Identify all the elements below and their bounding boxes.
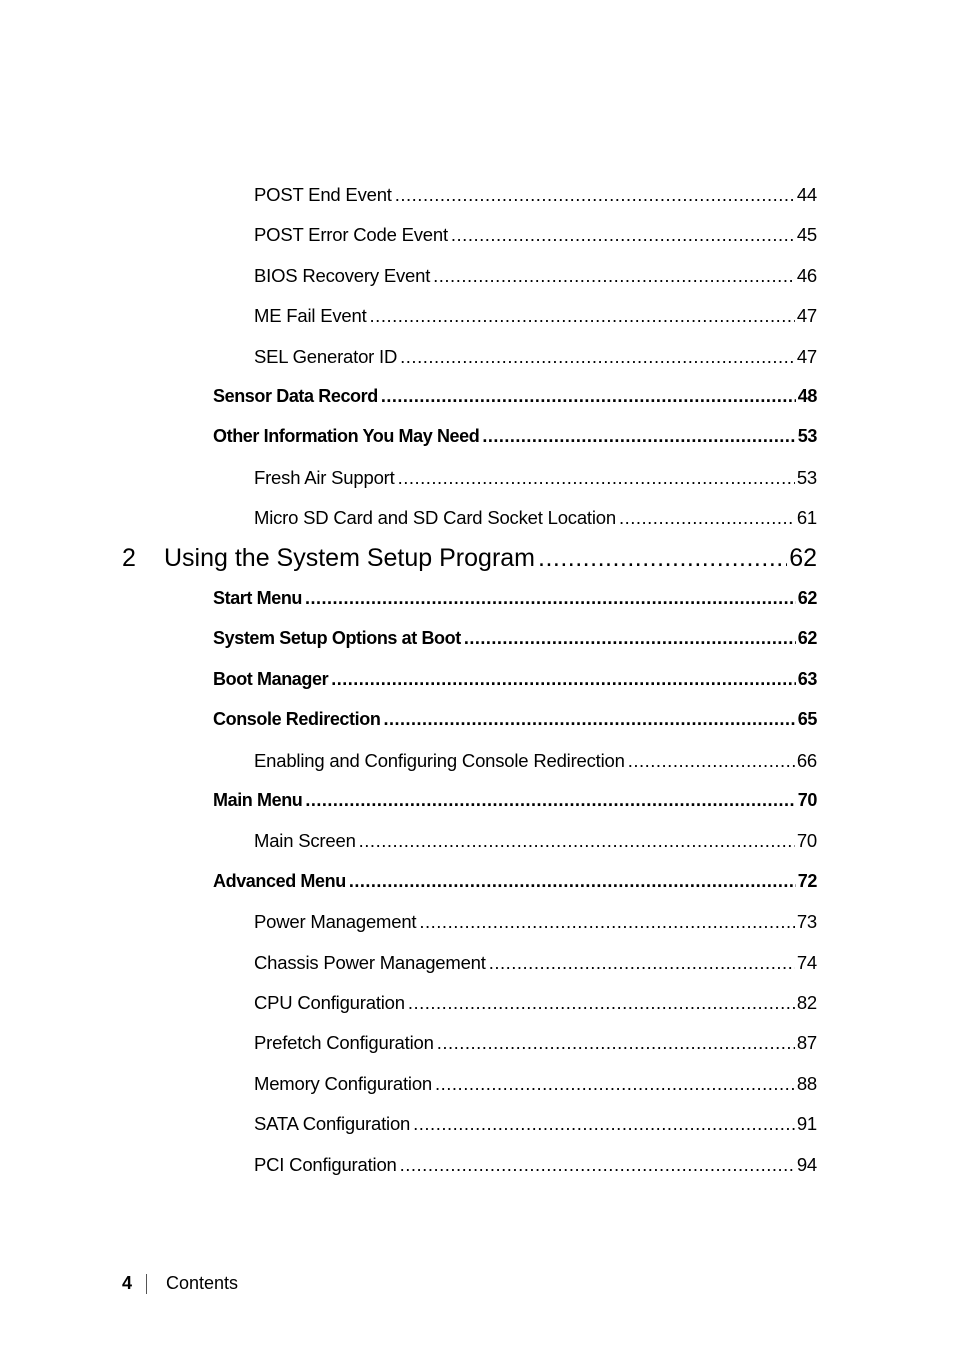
toc-entry[interactable] xyxy=(213,871,817,892)
toc-entry-title: Other Information You May Need xyxy=(213,426,480,447)
toc-page-number: 45 xyxy=(796,224,817,246)
toc-page-number: 94 xyxy=(796,1153,817,1175)
toc-page-number: 88 xyxy=(796,1072,817,1094)
toc-page-number: 47 xyxy=(796,305,817,327)
toc-entry-title: Console Redirection xyxy=(213,709,381,730)
toc-entry-title: PCI Configuration xyxy=(254,1153,397,1175)
toc-page-number: 70 xyxy=(796,830,817,852)
toc-page-number: 61 xyxy=(796,507,817,529)
toc-entry-title: Advanced Menu xyxy=(213,870,346,891)
toc-page-number: 65 xyxy=(797,709,817,730)
toc-page-number: 62 xyxy=(789,543,817,572)
toc-dot-leader xyxy=(451,224,795,246)
toc-entry-title: Sensor Data Record xyxy=(213,386,378,406)
toc-entry-title: Boot Manager xyxy=(213,668,329,689)
toc-entry[interactable] xyxy=(254,952,817,974)
toc-entry[interactable] xyxy=(213,588,817,609)
toc-entry[interactable] xyxy=(254,750,817,772)
toc-entry-title: ME Fail Event xyxy=(254,305,367,327)
toc-dot-leader xyxy=(305,588,796,609)
toc-entry-title: Enabling and Configuring Console Redirection xyxy=(254,749,625,771)
toc-entry[interactable] xyxy=(213,386,817,407)
footer-section-label: Contents xyxy=(166,1273,239,1293)
toc-page-number: 63 xyxy=(797,668,817,689)
toc-dot-leader xyxy=(381,386,796,407)
toc-dot-leader xyxy=(383,709,795,730)
toc-entry[interactable] xyxy=(254,1154,817,1176)
toc-entry[interactable] xyxy=(213,790,817,811)
toc-page-number: 62 xyxy=(797,588,817,608)
toc-entry-title xyxy=(122,544,535,573)
toc-dot-leader xyxy=(398,467,795,489)
toc-page-number: 66 xyxy=(796,749,817,771)
toc-page-number: 82 xyxy=(796,992,817,1013)
toc-dot-leader xyxy=(305,790,795,811)
toc-dot-leader xyxy=(437,1032,795,1054)
toc-entry[interactable] xyxy=(254,265,817,287)
toc-page-number: 87 xyxy=(796,1032,817,1054)
toc-entry[interactable] xyxy=(254,1073,817,1095)
toc-entry[interactable] xyxy=(254,830,817,852)
toc-entry-title: SATA Configuration xyxy=(254,1113,411,1135)
footer-separator xyxy=(146,1274,147,1294)
toc-page-number: 44 xyxy=(796,184,817,205)
toc-entry-title: Start Menu xyxy=(213,588,303,608)
page-footer xyxy=(122,1273,238,1294)
toc-entry[interactable] xyxy=(254,1032,817,1054)
toc-entry-title: POST End Event xyxy=(254,184,392,205)
toc-page-number: 72 xyxy=(797,870,817,891)
toc-entry-title: System Setup Options at Boot xyxy=(213,628,461,649)
toc-entry-title: CPU Configuration xyxy=(254,992,405,1013)
toc-dot-leader xyxy=(349,871,796,892)
toc-dot-leader xyxy=(359,830,795,852)
toc-dot-leader xyxy=(370,305,795,327)
toc-entry[interactable] xyxy=(254,507,817,529)
toc-entry[interactable] xyxy=(254,911,817,933)
toc-dot-leader xyxy=(419,911,794,933)
toc-entry[interactable] xyxy=(254,467,817,489)
footer-page-number: 4 xyxy=(122,1273,133,1293)
toc-page-number: 91 xyxy=(796,1113,817,1135)
toc-entry[interactable] xyxy=(213,426,817,447)
toc-entry[interactable] xyxy=(254,1113,817,1135)
toc-entry[interactable] xyxy=(254,224,817,246)
toc-entry-title: POST Error Code Event xyxy=(254,224,448,246)
toc-page-number: 73 xyxy=(796,911,817,933)
toc-entry[interactable] xyxy=(213,669,817,690)
toc-dot-leader xyxy=(538,544,787,573)
toc-entry-title: Fresh Air Support xyxy=(254,466,395,488)
toc-entry-title: Chassis Power Management xyxy=(254,951,486,973)
toc-chapter-title: Using the System Setup Program xyxy=(164,543,535,572)
toc-dot-leader xyxy=(489,952,795,974)
toc-dot-leader xyxy=(435,1073,795,1095)
toc-page-number: 62 xyxy=(797,628,817,649)
toc-page-number: 46 xyxy=(796,264,817,286)
toc-page-number: 70 xyxy=(797,790,817,810)
toc-page-number: 48 xyxy=(797,386,817,406)
toc-dot-leader xyxy=(628,750,795,772)
toc-entry[interactable] xyxy=(254,305,817,327)
toc-entry-title: Micro SD Card and SD Card Socket Location xyxy=(254,507,616,529)
toc-entry-title: SEL Generator ID xyxy=(254,345,398,367)
toc-chapter-number: 2 xyxy=(122,543,136,572)
toc-entry[interactable] xyxy=(213,628,817,649)
toc-entry-title: Memory Configuration xyxy=(254,1072,432,1094)
toc-dot-leader xyxy=(619,507,795,529)
toc-entry-title: Main Screen xyxy=(254,830,356,852)
toc-dot-leader xyxy=(400,346,795,368)
toc-entry-title: Power Management xyxy=(254,911,417,933)
toc-dot-leader xyxy=(408,992,795,1014)
toc-page-number: 74 xyxy=(796,951,817,973)
toc-page-number: 53 xyxy=(797,426,817,447)
toc-entry-title: Main Menu xyxy=(213,790,303,810)
toc-dot-leader xyxy=(400,1154,795,1176)
toc-entry-title: BIOS Recovery Event xyxy=(254,264,431,286)
toc-page-number: 53 xyxy=(796,466,817,488)
toc-entry[interactable] xyxy=(254,184,817,206)
toc-dot-leader xyxy=(464,628,796,649)
toc-dot-leader xyxy=(331,669,796,690)
toc-entry[interactable] xyxy=(254,992,817,1014)
toc-page-number: 47 xyxy=(796,345,817,367)
toc-entry-title: Prefetch Configuration xyxy=(254,1032,434,1054)
toc-dot-leader xyxy=(433,265,795,287)
toc-chapter-entry[interactable] xyxy=(122,544,817,573)
toc-entry[interactable] xyxy=(213,709,817,730)
toc-dot-leader xyxy=(395,184,795,206)
toc-dot-leader xyxy=(413,1113,795,1135)
toc-dot-leader xyxy=(482,426,795,447)
toc-entry[interactable] xyxy=(254,346,817,368)
